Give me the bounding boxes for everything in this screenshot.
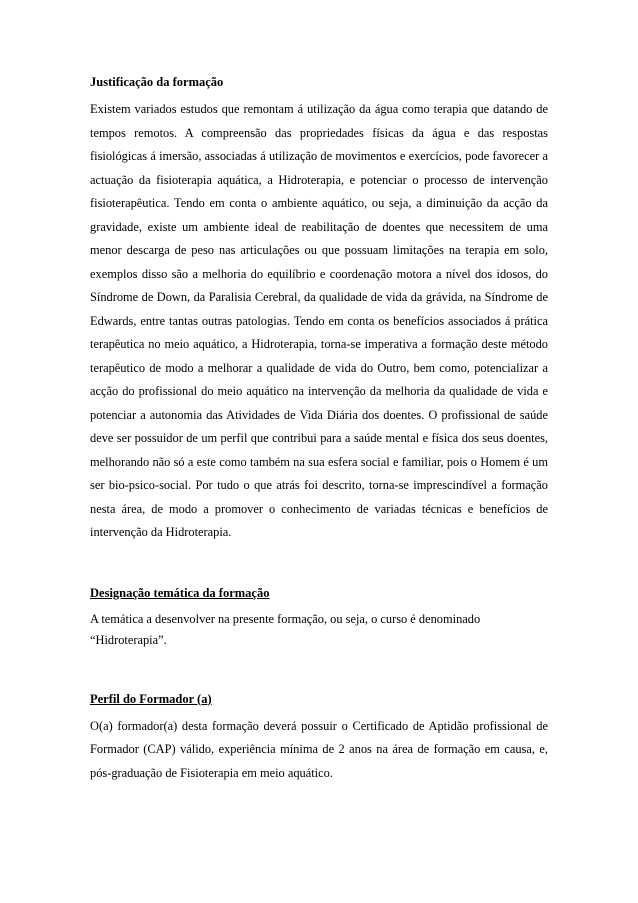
document-page bbox=[90, 74, 548, 785]
section-body: Existem variados estudos que remontam á utilização da água como terapia que datando de tempos remotos. A compreensão das propriedades físicas da água e das respostas fisiológicas á imersão, associadas á utilização de movimentos e exercícios, pode favorecer a actuação da fisioterapia aquática, a Hidroterapia, e potenciar o processo de intervenção fisioterapêutica. Tendo em conta o ambiente aquático, ou seja, a diminuição da acção da gravidade, existe um ambiente ideal de reabilitação de doentes que necessitem de uma menor descarga de peso nas articulações ou que possuam limitações na terapia em solo, exemplos disso são a melhoria do equilíbrio e coordenação motora a nível dos idosos, do Síndrome de Down, da Paralisia Cerebral, da qualidade de vida da grávida, na Síndrome de Edwards, entre tantas outras patologias. Tendo em conta os benefícios associados á prática terapêutica no meio aquático, a Hidroterapia, torna-se imperativa a formação deste método terapêutico de modo a melhorar a qualidade de vida do Outro, bem como, potencializar a acção do profissional do meio aquático na intervenção da melhoria da qualidade de vida e potenciar a autonomia das Atividades de Vida Diária dos doentes. O profissional de saúde deve ser possuidor de um perfil que contribui para a saúde mental e física dos seus doentes, melhorando não só a este como também na sua esfera social e familiar, pois o Homem é um ser bio-psico-social. Por tudo o que atrás foi descrito, torna-se imprescindível a formação nesta área, de modo a promover o conhecimento de variadas técnicas e benefícios de intervenção da Hidroterapia. bbox=[90, 102, 548, 539]
section-body bbox=[90, 609, 548, 651]
section-justificacao bbox=[90, 74, 548, 545]
section-heading: Perfil do Formador (a) bbox=[90, 691, 212, 706]
section-body-line: “Hidroterapia”. bbox=[90, 632, 167, 647]
section-body: O(a) formador(a) desta formação deverá possuir o Certificado de Aptidão profissional de Formador (CAP) válido, experiência mínima de 2 anos na área de formação em causa, e, pós-graduação de Fisioterapia em meio aquático. bbox=[90, 718, 548, 780]
section-perfil-formador bbox=[90, 691, 548, 786]
section-heading: Designação temática da formação bbox=[90, 585, 270, 600]
section-heading: Justificação da formação bbox=[90, 75, 224, 89]
section-body-line: A temática a desenvolver na presente formação, ou seja, o curso é denominado bbox=[90, 611, 481, 626]
section-designacao bbox=[90, 585, 548, 651]
